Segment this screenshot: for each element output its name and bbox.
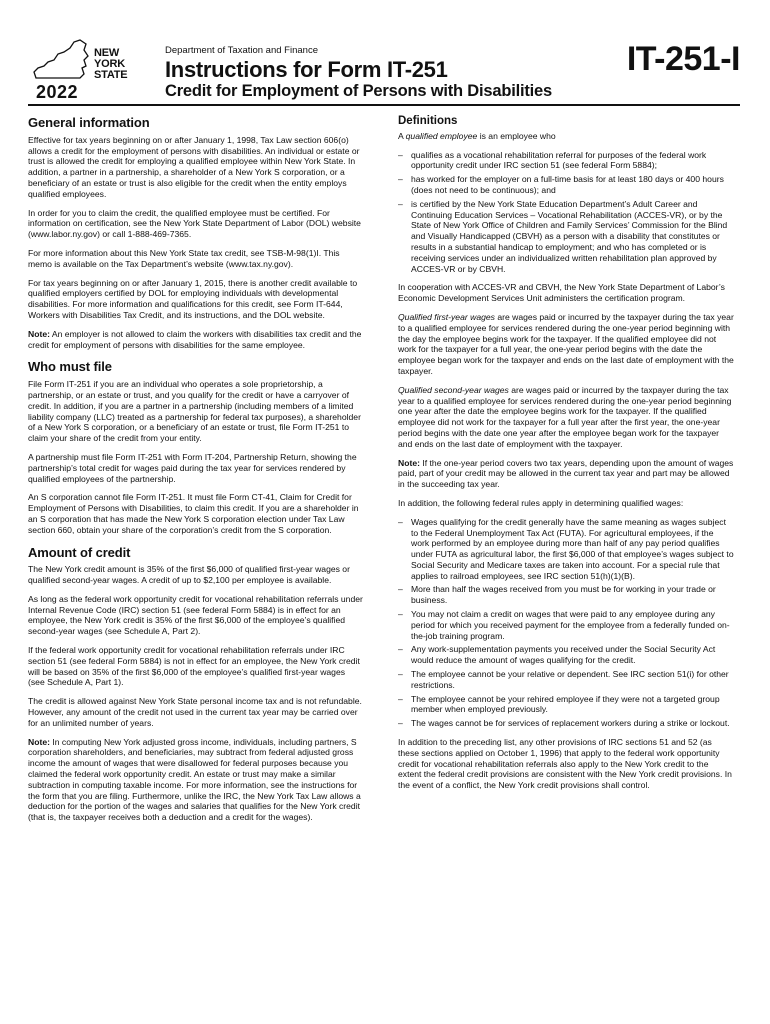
note-text: In computing New York adjusted gross income, individuals, including partners, S corporation shareholders, and beneficiaries, may subtract from federal adjusted gross income the amount of wages that were disallowed for federal purposes because you claimed the federal work opportunity credit. An estate or trust may make a similar subtraction in computing taxable income. For more information, see the instructions for the form that you are filing. Furthermore, unlike the IRC, the New York Tax Law allows a deduction for the portion of the wages and salaries that qualifies for the New York credit (that is, the taxpayer receives both a deduction and a credit for the wages). xyxy=(28,736,361,823)
list-item xyxy=(398,199,734,275)
amount-paragraph-2: As long as the federal work opportunity credit for vocational rehabilitation referrals under Internal Revenue Code (IRC) section 51 (see federal Form 5884) is in effect for an employee, the New York credit is 35% of the first $6,000 of the employee’s qualified second-year wages (see Schedule A, Part 2). xyxy=(28,593,363,637)
header-divider xyxy=(28,104,740,106)
state-name-line3: STATE xyxy=(94,69,128,81)
form-number: IT-251-I xyxy=(626,40,740,78)
dash-icon: – xyxy=(398,198,403,209)
page-title: Instructions for Form IT-251 xyxy=(165,57,448,82)
second-year-wages-definition xyxy=(398,385,734,450)
note-label: Note: xyxy=(398,457,420,468)
note-text: If the one-year period covers two tax years, depending upon the amount of wages paid, part of your credit may be allowed in the current tax year and part may be allowed in the succeeding tax year. xyxy=(398,457,734,490)
dash-icon: – xyxy=(398,718,403,729)
general-paragraph-4: For tax years beginning on or after January 1, 2015, there is another credit available to qualified employers certified by DOL for employing individuals with developmental disabilities. For more information and qualifications for this credit, see Form IT-644, Workers with Disabilities Tax Credit, and its instructions, and the DOL website. xyxy=(28,277,358,320)
who-must-file-heading: Who must file xyxy=(28,359,112,375)
list-item xyxy=(398,694,734,716)
list-item-text: has worked for the employer on a full-time basis for at least 180 days or 400 hours (does not need to be continuous); and xyxy=(411,174,724,195)
list-item-text: Any work-supplementation payments you received under the Social Security Act would reduce the amount of wages qualifying for the credit. xyxy=(411,644,716,666)
definitions-note xyxy=(398,458,734,490)
dash-icon: – xyxy=(398,669,403,680)
list-item-text: Wages qualifying for the credit generally have the same meaning as wages subject to the Federal Unemployment Tax Act (FUTA). For agricultural employees, if the work performed by an employee during more than half of any pay period qualifies under FUTA as agricultural labor, the first $6,000 of that employee’s wages subject to Social Security and Medicare taxes are taken into account. For a special rule that applies to railroad employees, see IRC section 51(h)(1)(B). xyxy=(411,516,734,581)
list-item xyxy=(398,517,734,582)
defined-term: Qualified second-year wages xyxy=(398,384,509,395)
federal-rules-list xyxy=(398,517,734,729)
dash-icon: – xyxy=(398,516,403,527)
page-subtitle: Credit for Employment of Persons with Disabilities xyxy=(165,82,552,100)
dash-icon: – xyxy=(398,644,403,655)
definition-text: are wages paid or incurred by the taxpayer during the tax year to a qualified employee for services rendered during the one-year period beginning one year after the date the employee begins work for the taxpayer. If the qualified employee did not work for the taxpayer for a full year after the first year, the one-year period begins with the date one year after the employee began work for the taxpayer and ends on the last date of employment with the taxpayer. xyxy=(398,384,732,449)
first-year-wages-definition xyxy=(398,312,734,377)
right-column xyxy=(398,116,734,799)
list-item-text: The employee cannot be your rehired employee if they were not a targeted group member when employed previously. xyxy=(411,693,720,715)
list-item-text: More than half the wages received from you must be for working in your trade or business. xyxy=(411,584,716,606)
definition-text: are wages paid or incurred by the taxpayer during the tax year to a qualified employee for services rendered during the one-year period beginning with the day the employee begins work for the taxpayer. If the qualified employee did not work for the taxpayer for a full year, the one-year period begins with the date the employee began work for the taxpayer and ends on the last date of employment with the taxpayer. xyxy=(398,311,734,376)
amount-of-credit-heading: Amount of credit xyxy=(28,544,131,560)
amount-paragraph-3: If the federal work opportunity credit for vocational rehabilitation referrals under IRC section 51 (see federal Form 5884) is not in effect for an employee, the New York credit will be based on 35% of the first $6,000 of the employee’s qualified first-year wages (see Schedule A, Part 1). xyxy=(28,645,360,688)
list-item xyxy=(398,644,734,666)
list-item xyxy=(398,584,734,606)
general-information-heading: General information xyxy=(28,115,150,130)
qualified-employee-list xyxy=(398,150,734,275)
tax-year: 2022 xyxy=(36,82,79,102)
general-paragraph-3: For more information about this New York State tax credit, see TSB-M-98(1)I. This memo is available on the Tax Department’s website (www.tax.ny.gov). xyxy=(28,247,340,269)
amount-paragraph-1: The New York credit amount is 35% of the first $6,000 of qualified first-year wages or qualified second-year wages. A credit of up to $2,100 per employee is available. xyxy=(28,564,350,586)
list-item-text: The wages cannot be for services of replacement workers during a strike or lockout. xyxy=(411,718,730,729)
who-paragraph-1: File Form IT-251 if you are an individual who operates a sole proprietorship, a partnership, or an estate or trust, and you qualify for the credit or have a carryover of credit. In addition, if you are a partner in a partnership (including members of a limited liability company (LLC) treated as a partnership for federal tax purposes), a shareholder of a New York S corporation, or a beneficiary of an estate or trust, file Form IT-251 to claim your share of the credit from your entity. xyxy=(28,379,361,444)
list-item xyxy=(398,718,734,729)
definitions-heading: Definitions xyxy=(398,115,458,127)
note-label: Note: xyxy=(28,328,50,339)
final-paragraph: In addition to the preceding list, any other provisions of IRC sections 51 and 52 (as these sections applied on October 1, 1996) that apply to the federal work opportunity credit for vocational rehabilitation referrals also apply to the New York credit to the extent the federal credit provisions are consistent with the New York credit provisions. In the event of a conflict, the New York credit provisions shall control. xyxy=(398,737,732,791)
dash-icon: – xyxy=(398,174,403,185)
nys-logo xyxy=(28,38,144,102)
state-name-line1: NEW xyxy=(94,47,120,59)
list-item-text: is certified by the New York State Education Department’s Adult Career and Continuing Education Services – Vocational Rehabilitation (ACCES-VR), or by the State of New York Office of Children and Family Services’ Commission for the Blind and Visually Handicapped (CBVH) as a person with a disability that constitutes or results in a substantial handicap to employment; and who has completed or is receiving services under an individualized written rehabilitation plan approved by ACCES-VR or by CBVH. xyxy=(411,198,728,274)
amount-paragraph-4: The credit is allowed against New York State personal income tax and is not refundable. However, any amount of the credit not used in the current tax year may be carried over for an unlimited number of years. xyxy=(28,696,362,728)
dash-icon: – xyxy=(398,149,403,160)
who-paragraph-3: An S corporation cannot file Form IT-251. It must file Form CT-41, Claim for Credit for Employment of Persons with Disabilities, to claim this credit. If you are a shareholder in an S corporation that has made the New York S corporation election under Tax Law section 660, obtain your share of the corporation’s credit from the S corporation. xyxy=(28,492,359,535)
state-name-line2: YORK xyxy=(94,58,125,70)
defined-term: Qualified first-year wages xyxy=(398,311,495,322)
general-paragraph-1: Effective for tax years beginning on or after January 1, 1998, Tax Law section 606(o) allows a credit for the employment of persons with disabilities. An individual or estate or trust is allowed the credit for employing a qualified employee within New York State. In addition, a partner in a partnership, a shareholder of a New York S corporation, or a beneficiary of an estate or trust is also eligible for the credit when the entity employs qualified employees. xyxy=(28,134,360,199)
general-note xyxy=(28,329,364,351)
list-item-text: The employee cannot be your relative or dependent. See IRC section 51(i) for other restrictions. xyxy=(411,669,729,690)
list-item xyxy=(398,669,734,691)
left-column xyxy=(28,116,364,831)
cooperation-paragraph: In cooperation with ACCES-VR and CBVH, the New York State Department of Labor’s Economic Development Services Unit administers the certification program. xyxy=(398,282,725,304)
list-item xyxy=(398,174,734,196)
federal-rules-intro: In addition, the following federal rules apply in determining qualified wages: xyxy=(398,497,684,508)
dash-icon: – xyxy=(398,693,403,704)
general-paragraph-2: In order for you to claim the credit, the qualified employee must be certified. For information on certification, see the New York State Department of Labor (DOL) website (www.labor.ny.gov) or call 1-888-469-7365. xyxy=(28,207,361,240)
dash-icon: – xyxy=(398,609,403,620)
dash-icon: – xyxy=(398,584,403,595)
defined-term: qualified employee xyxy=(405,130,478,141)
amount-note xyxy=(28,737,364,823)
list-item xyxy=(398,609,734,641)
list-item xyxy=(398,150,734,172)
state-outline-icon xyxy=(28,38,92,82)
who-paragraph-2: A partnership must file Form IT-251 with Form IT-204, Partnership Return, showing the partnership’s total credit for wages paid during the tax year for services rendered by qualified employees of the partnership. xyxy=(28,451,357,484)
note-label: Note: xyxy=(28,736,50,747)
intro-text: is an employee who xyxy=(477,130,556,141)
intro-text: A xyxy=(398,130,406,141)
note-text: An employer is not allowed to claim the workers with disabilities tax credit and the credit for employment of persons with disabilities for the same employee. xyxy=(28,328,362,350)
department-name: Department of Taxation and Finance xyxy=(165,45,318,56)
list-item-text: qualifies as a vocational rehabilitation referral for purposes of the federal work opportunity credit under IRC section 51 (see federal Form 5884); xyxy=(411,149,707,171)
definitions-intro xyxy=(398,131,734,142)
list-item-text: You may not claim a credit on wages that were paid to any employee during any period for which you received payment for the employee from a federally funded on-the-job training program. xyxy=(411,609,730,641)
